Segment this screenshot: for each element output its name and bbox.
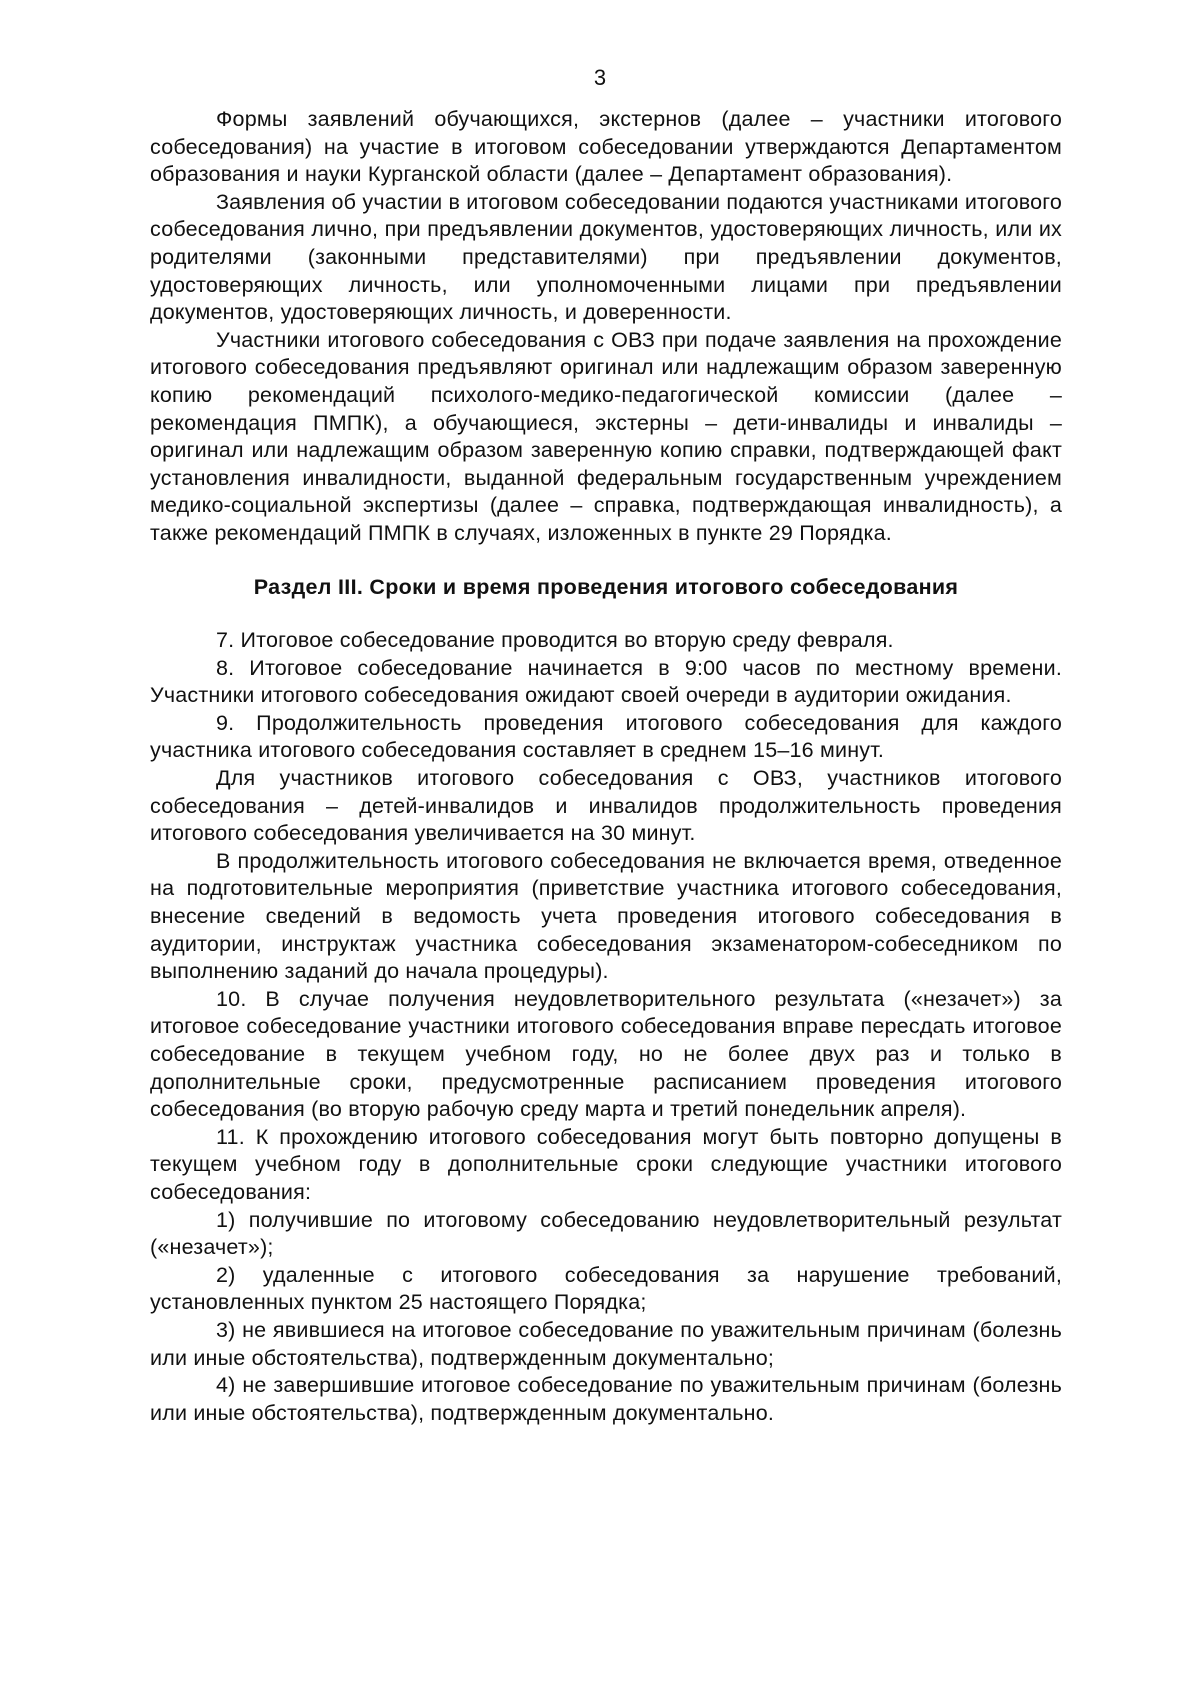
paragraph-applications: Заявления об участии в итоговом собеседовании подаются участниками итогового собеседования лично, при предъявлении документов, удостоверяющих личность, или их родителями (законными представителями) при предъявлении документов, удостоверяющих личность, или уполномоченными лицами при предъявлении документов, удостоверяющих личность, и доверенности. — [150, 189, 1062, 325]
paragraph-forms: Формы заявлений обучающихся, экстернов (далее – участники итогового собеседования) на участие в итоговом собеседовании утверждаются Департаментом образования и науки Курганской области (далее – Департамент образования). — [150, 107, 1062, 187]
list-item-4: 4) не завершившие итоговое собеседование по уважительным причинам (болезнь или иные обстоятельства), подтвержденным документально. — [150, 1373, 1062, 1425]
paragraph-item-9: 9. Продолжительность проведения итогового собеседования для каждого участника итогового собеседования составляет в среднем 15–16 минут. — [150, 710, 1062, 763]
paragraph-item-10: 10. В случае получения неудовлетворительного результата («незачет») за итоговое собеседование участники итогового собеседования вправе пересдать итоговое собеседование в текущем учебном году, но не более двух раз и только в дополнительные сроки, предусмотренные расписанием проведения итогового собеседования (во вторую рабочую среду марта и третий понедельник апреля). — [150, 986, 1062, 1122]
section-title: Раздел III. Сроки и время проведения итогового собеседования — [253, 574, 959, 599]
paragraph-ovz-duration: Для участников итогового собеседования с ОВЗ, участников итогового собеседования – детей-инвалидов и инвалидов продолжительность проведения итогового собеседования увеличивается на 30 минут. — [150, 766, 1062, 846]
list-item-1: 1) получившие по итоговому собеседованию неудовлетворительный результат («незачет»); — [150, 1207, 1062, 1260]
list-item-3: 3) не явившиеся на итоговое собеседование по уважительным причинам (болезнь или иные обстоятельства), подтвержденным документально; — [150, 1317, 1062, 1370]
paragraph-excluded-time: В продолжительность итогового собеседования не включается время, отведенное на подготовительные мероприятия (приветствие участника итогового собеседования, внесение сведений в ведомость учета проведения итогового собеседования в аудитории, инструктаж участника собеседования экзаменатором-собеседником по выполнению заданий до начала процедуры). — [150, 848, 1062, 984]
list-item-2: 2) удаленные с итогового собеседования за нарушение требований, установленных пунктом 25 настоящего Порядка; — [150, 1262, 1062, 1315]
page-number: 3 — [593, 65, 607, 90]
paragraph-item-7: 7. Итоговое собеседование проводится во вторую среду февраля. — [216, 628, 894, 653]
paragraph-item-11: 11. К прохождению итогового собеседования могут быть повторно допущены в текущем учебном году в дополнительные сроки следующие участники итогового собеседования: — [150, 1124, 1062, 1204]
paragraph-ovz-participants: Участники итогового собеседования с ОВЗ при подаче заявления на прохождение итогового собеседования предъявляют оригинал или надлежащим образом заверенную копию рекомендаций психолого-медико-педагогической комиссии (далее – рекомендация ПМПК), а обучающиеся, экстерны – дети-инвалиды и инвалиды – оригинал или надлежащим образом заверенную копию справки, подтверждающей факт установления инвалидности, выданной федеральным государственным учреждением медико-социальной экспертизы (далее – справка, подтверждающая инвалидность), а также рекомендаций ПМПК в случаях, изложенных в пункте 29 Порядка. — [150, 327, 1062, 545]
paragraph-item-8: 8. Итоговое собеседование начинается в 9:00 часов по местному времени. Участники итогового собеседования ожидают своей очереди в аудитории ожидания. — [150, 655, 1062, 708]
document-body — [150, 106, 1062, 1427]
